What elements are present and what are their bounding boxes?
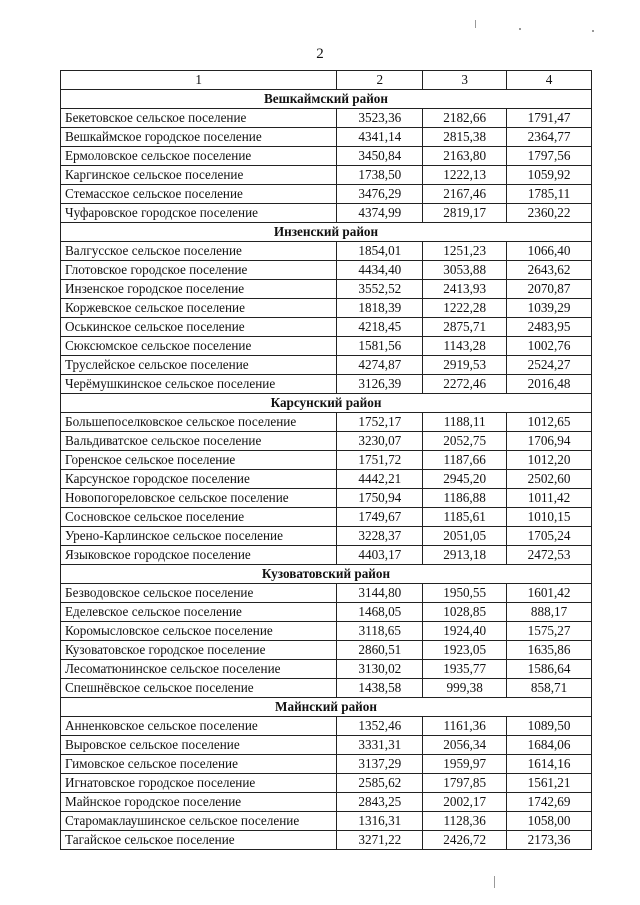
district-name: Кузоватовский район (61, 565, 592, 584)
settlement-name: Кузоватовское городское поселение (61, 641, 337, 660)
settlement-name: Инзенское городское поселение (61, 280, 337, 299)
value-col-4: 1706,94 (507, 432, 592, 451)
value-col-3: 1188,11 (423, 413, 507, 432)
settlement-name: Спешнёвское сельское поселение (61, 679, 337, 698)
value-col-2: 3523,36 (337, 109, 423, 128)
settlement-name: Лесоматюнинское сельское поселение (61, 660, 337, 679)
value-col-4: 1039,29 (507, 299, 592, 318)
settlement-name: Оськинское сельское поселение (61, 318, 337, 337)
settlement-name: Тагайское сельское поселение (61, 831, 337, 850)
table-row (61, 299, 592, 318)
column-header-2: 2 (337, 71, 423, 90)
value-col-4: 2483,95 (507, 318, 592, 337)
settlement-name: Стемасское сельское поселение (61, 185, 337, 204)
value-col-3: 2426,72 (423, 831, 507, 850)
table-row (61, 166, 592, 185)
value-col-2: 3331,31 (337, 736, 423, 755)
value-col-4: 1791,47 (507, 109, 592, 128)
district-row (61, 698, 592, 717)
settlement-name: Глотовское городское поселение (61, 261, 337, 280)
settlement-name: Коромысловское сельское поселение (61, 622, 337, 641)
value-col-4: 1011,42 (507, 489, 592, 508)
value-col-2: 1468,05 (337, 603, 423, 622)
settlement-name: Выровское сельское поселение (61, 736, 337, 755)
table-row (61, 261, 592, 280)
scan-mark (475, 20, 476, 28)
table-row (61, 603, 592, 622)
value-col-3: 2056,34 (423, 736, 507, 755)
settlement-name: Сосновское сельское поселение (61, 508, 337, 527)
table-row (61, 375, 592, 394)
value-col-2: 3137,29 (337, 755, 423, 774)
value-col-4: 1797,56 (507, 147, 592, 166)
value-col-3: 1222,28 (423, 299, 507, 318)
value-col-3: 999,38 (423, 679, 507, 698)
settlements-table (60, 70, 592, 850)
value-col-4: 1012,65 (507, 413, 592, 432)
settlement-name: Ермоловское сельское поселение (61, 147, 337, 166)
value-col-2: 3450,84 (337, 147, 423, 166)
table-row (61, 109, 592, 128)
value-col-3: 2413,93 (423, 280, 507, 299)
column-header-4: 4 (507, 71, 592, 90)
value-col-3: 1924,40 (423, 622, 507, 641)
value-col-3: 1923,05 (423, 641, 507, 660)
value-col-3: 2167,46 (423, 185, 507, 204)
value-col-4: 2364,77 (507, 128, 592, 147)
value-col-3: 1161,36 (423, 717, 507, 736)
value-col-4: 1059,92 (507, 166, 592, 185)
table-row (61, 812, 592, 831)
table-row (61, 147, 592, 166)
table-row (61, 337, 592, 356)
value-col-2: 1738,50 (337, 166, 423, 185)
table-row (61, 584, 592, 603)
value-col-2: 4403,17 (337, 546, 423, 565)
value-col-2: 3144,80 (337, 584, 423, 603)
value-col-4: 2502,60 (507, 470, 592, 489)
settlement-name: Черёмушкинское сельское поселение (61, 375, 337, 394)
table-row (61, 432, 592, 451)
table-body (61, 71, 592, 850)
settlement-name: Валгусское сельское поселение (61, 242, 337, 261)
value-col-3: 1222,13 (423, 166, 507, 185)
settlement-name: Вешкаймское городское поселение (61, 128, 337, 147)
value-col-3: 2182,66 (423, 109, 507, 128)
page-number: 2 (316, 46, 324, 62)
district-name: Майнский район (61, 698, 592, 717)
value-col-2: 3118,65 (337, 622, 423, 641)
table-row (61, 831, 592, 850)
value-col-2: 4218,45 (337, 318, 423, 337)
district-row (61, 223, 592, 242)
district-name: Инзенский район (61, 223, 592, 242)
value-col-3: 1128,36 (423, 812, 507, 831)
value-col-3: 1185,61 (423, 508, 507, 527)
value-col-4: 2173,36 (507, 831, 592, 850)
value-col-2: 3126,39 (337, 375, 423, 394)
value-col-4: 2524,27 (507, 356, 592, 375)
value-col-2: 3230,07 (337, 432, 423, 451)
settlement-name: Коржевское сельское поселение (61, 299, 337, 318)
value-col-3: 2919,53 (423, 356, 507, 375)
settlement-name: Бекетовское сельское поселение (61, 109, 337, 128)
value-col-3: 2815,38 (423, 128, 507, 147)
settlement-name: Чуфаровское городское поселение (61, 204, 337, 223)
value-col-3: 1251,23 (423, 242, 507, 261)
table-header-row (61, 71, 592, 90)
value-col-4: 1785,11 (507, 185, 592, 204)
value-col-4: 888,17 (507, 603, 592, 622)
settlement-name: Языковское городское поселение (61, 546, 337, 565)
settlement-name: Урено-Карлинское сельское поселение (61, 527, 337, 546)
value-col-3: 2819,17 (423, 204, 507, 223)
settlement-name: Горенское сельское поселение (61, 451, 337, 470)
value-col-3: 1186,88 (423, 489, 507, 508)
table-row (61, 128, 592, 147)
table-row (61, 470, 592, 489)
value-col-2: 3552,52 (337, 280, 423, 299)
value-col-2: 4442,21 (337, 470, 423, 489)
settlement-name: Каргинское сельское поселение (61, 166, 337, 185)
value-col-3: 2945,20 (423, 470, 507, 489)
value-col-3: 2002,17 (423, 793, 507, 812)
value-col-4: 1058,00 (507, 812, 592, 831)
settlement-name: Безводовское сельское поселение (61, 584, 337, 603)
value-col-3: 1959,97 (423, 755, 507, 774)
settlement-name: Сюксюмское сельское поселение (61, 337, 337, 356)
value-col-4: 1635,86 (507, 641, 592, 660)
value-col-3: 1028,85 (423, 603, 507, 622)
value-col-2: 2860,51 (337, 641, 423, 660)
table-row (61, 641, 592, 660)
value-col-4: 1575,27 (507, 622, 592, 641)
value-col-2: 3271,22 (337, 831, 423, 850)
settlement-name: Карсунское городское поселение (61, 470, 337, 489)
table-row (61, 717, 592, 736)
value-col-4: 858,71 (507, 679, 592, 698)
table-row (61, 489, 592, 508)
table-row (61, 679, 592, 698)
value-col-4: 1002,76 (507, 337, 592, 356)
value-col-2: 1818,39 (337, 299, 423, 318)
table-row (61, 451, 592, 470)
table-row (61, 736, 592, 755)
settlement-name: Труслейское сельское поселение (61, 356, 337, 375)
settlement-name: Анненковское сельское поселение (61, 717, 337, 736)
value-col-2: 4434,40 (337, 261, 423, 280)
value-col-4: 2643,62 (507, 261, 592, 280)
value-col-3: 2272,46 (423, 375, 507, 394)
district-name: Карсунский район (61, 394, 592, 413)
settlement-name: Вальдиватское сельское поселение (61, 432, 337, 451)
value-col-2: 2585,62 (337, 774, 423, 793)
table-row (61, 185, 592, 204)
settlement-name: Еделевское сельское поселение (61, 603, 337, 622)
value-col-4: 2360,22 (507, 204, 592, 223)
value-col-2: 1581,56 (337, 337, 423, 356)
value-col-4: 1066,40 (507, 242, 592, 261)
value-col-4: 1561,21 (507, 774, 592, 793)
scan-mark (519, 28, 521, 30)
value-col-3: 2163,80 (423, 147, 507, 166)
value-col-2: 1316,31 (337, 812, 423, 831)
table-row (61, 755, 592, 774)
settlement-name: Новопогореловское сельское поселение (61, 489, 337, 508)
value-col-4: 1705,24 (507, 527, 592, 546)
value-col-2: 1352,46 (337, 717, 423, 736)
value-col-3: 1797,85 (423, 774, 507, 793)
value-col-3: 2051,05 (423, 527, 507, 546)
value-col-2: 4274,87 (337, 356, 423, 375)
value-col-3: 1950,55 (423, 584, 507, 603)
value-col-2: 3476,29 (337, 185, 423, 204)
value-col-2: 1438,58 (337, 679, 423, 698)
value-col-4: 1614,16 (507, 755, 592, 774)
table-row (61, 793, 592, 812)
district-row (61, 394, 592, 413)
value-col-4: 1742,69 (507, 793, 592, 812)
value-col-2: 4374,99 (337, 204, 423, 223)
value-col-2: 1749,67 (337, 508, 423, 527)
value-col-3: 1187,66 (423, 451, 507, 470)
value-col-4: 1684,06 (507, 736, 592, 755)
settlement-name: Игнатовское городское поселение (61, 774, 337, 793)
scan-mark (592, 30, 594, 32)
table-row (61, 622, 592, 641)
table-row (61, 546, 592, 565)
column-header-3: 3 (423, 71, 507, 90)
value-col-4: 1010,15 (507, 508, 592, 527)
value-col-4: 1012,20 (507, 451, 592, 470)
value-col-4: 1586,64 (507, 660, 592, 679)
settlement-name: Гимовское сельское поселение (61, 755, 337, 774)
table-row (61, 242, 592, 261)
value-col-4: 2016,48 (507, 375, 592, 394)
value-col-2: 3130,02 (337, 660, 423, 679)
value-col-2: 1854,01 (337, 242, 423, 261)
value-col-4: 2472,53 (507, 546, 592, 565)
value-col-2: 1750,94 (337, 489, 423, 508)
table-row (61, 508, 592, 527)
value-col-2: 4341,14 (337, 128, 423, 147)
value-col-3: 1935,77 (423, 660, 507, 679)
settlement-name: Старомаклаушинское сельское поселение (61, 812, 337, 831)
value-col-2: 1752,17 (337, 413, 423, 432)
column-header-1: 1 (61, 71, 337, 90)
value-col-2: 1751,72 (337, 451, 423, 470)
value-col-3: 2913,18 (423, 546, 507, 565)
value-col-4: 1601,42 (507, 584, 592, 603)
value-col-3: 1143,28 (423, 337, 507, 356)
settlement-name: Майнское городское поселение (61, 793, 337, 812)
value-col-3: 2052,75 (423, 432, 507, 451)
scan-mark (494, 876, 495, 888)
table-row (61, 527, 592, 546)
table-row (61, 774, 592, 793)
value-col-3: 3053,88 (423, 261, 507, 280)
district-name: Вешкаймский район (61, 90, 592, 109)
table-row (61, 318, 592, 337)
table-row (61, 280, 592, 299)
settlement-name: Большепоселковское сельское поселение (61, 413, 337, 432)
table-row (61, 660, 592, 679)
value-col-4: 1089,50 (507, 717, 592, 736)
value-col-3: 2875,71 (423, 318, 507, 337)
value-col-4: 2070,87 (507, 280, 592, 299)
district-row (61, 90, 592, 109)
value-col-2: 2843,25 (337, 793, 423, 812)
table-row (61, 356, 592, 375)
table-row (61, 413, 592, 432)
value-col-2: 3228,37 (337, 527, 423, 546)
table-row (61, 204, 592, 223)
district-row (61, 565, 592, 584)
